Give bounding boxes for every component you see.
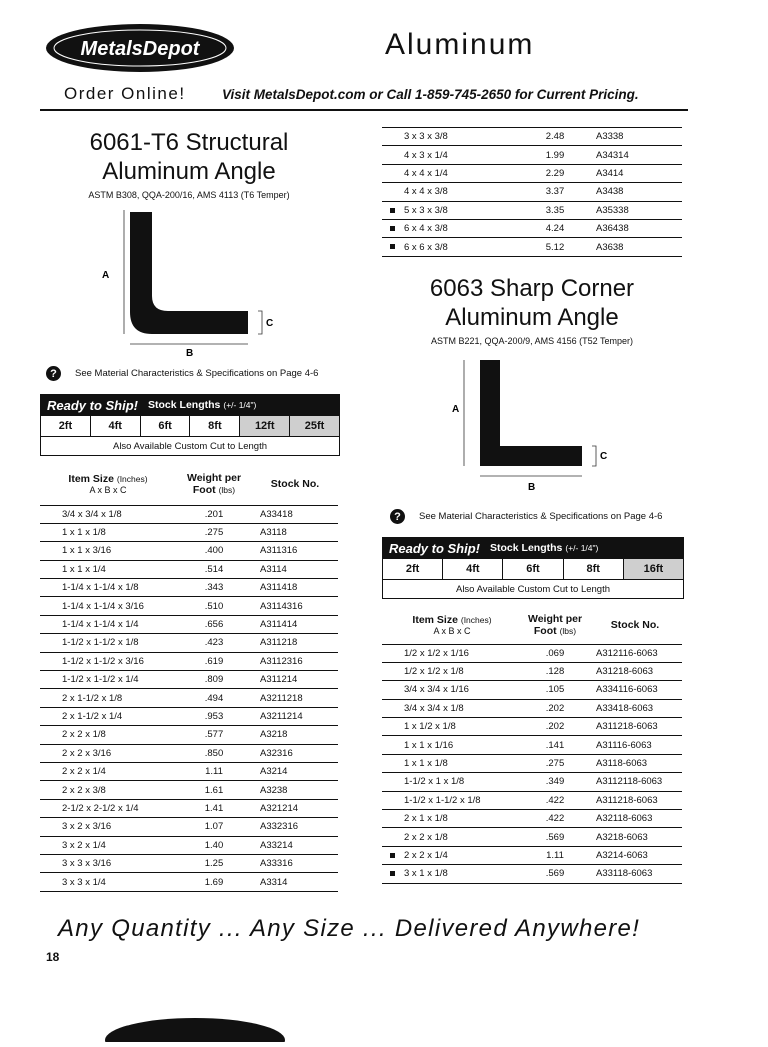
weight-cell: .850 <box>176 744 252 762</box>
item-size-cell: 1 x 1/2 x 1/8 <box>382 718 522 736</box>
weight-cell: 3.35 <box>522 201 588 219</box>
item-size-cell: 4 x 3 x 1/4 <box>382 146 522 164</box>
stock-number-cell: A33118-6063 <box>588 865 682 883</box>
logo-text: MetalsDepot <box>80 38 200 60</box>
stock-length-4ft: 4ft <box>90 416 140 436</box>
table-row <box>40 744 338 762</box>
table-row <box>382 128 682 146</box>
stock-number-cell: A3114 <box>252 560 338 578</box>
weight-cell: 1.61 <box>176 781 252 799</box>
stock-number-cell: A35338 <box>588 201 682 219</box>
right-stock-lengths <box>383 558 683 580</box>
left-custom-cut: Also Available Custom Cut to Length <box>112 440 268 452</box>
weight-cell: .275 <box>522 754 588 772</box>
stock-length-6ft: 6ft <box>502 559 562 579</box>
table-row <box>382 644 682 662</box>
weight-cell: 1.99 <box>522 146 588 164</box>
item-size-cell: 2 x 2 x 3/16 <box>40 744 176 762</box>
help-icon: ? <box>46 366 61 381</box>
table-row <box>40 854 338 872</box>
table-row <box>382 699 682 717</box>
right-header-weight: Weight per Foot (lbs) <box>522 606 588 644</box>
item-size-cell: 2 x 2 x 1/4 <box>40 762 176 780</box>
weight-cell: .201 <box>176 505 252 523</box>
sharp-corner-angle-diagram <box>452 356 622 496</box>
stock-number-cell: A3638 <box>588 238 682 256</box>
weight-cell: .569 <box>522 865 588 883</box>
stock-number-cell: A33418 <box>252 505 338 523</box>
table-row <box>382 773 682 791</box>
table-row <box>40 579 338 597</box>
item-size-cell: 3/4 x 3/4 x 1/16 <box>382 681 522 699</box>
weight-cell: .275 <box>176 523 252 541</box>
left-rts-title: Ready to Ship! <box>47 397 139 413</box>
item-size-cell: 1 x 1 x 1/8 <box>40 523 176 541</box>
table-row <box>40 781 338 799</box>
item-size-cell: 1-1/4 x 1-1/4 x 3/16 <box>40 597 176 615</box>
help-icon: ? <box>390 509 405 524</box>
table-row <box>40 762 338 780</box>
weight-cell: 1.41 <box>176 799 252 817</box>
stock-number-cell: A311218 <box>252 634 338 652</box>
stock-number-cell: A3112118-6063 <box>588 773 682 791</box>
item-size-cell: 1/2 x 1/2 x 1/8 <box>382 662 522 680</box>
right-title-line2: Aluminum Angle <box>445 304 619 331</box>
table-row <box>382 201 682 219</box>
weight-cell: 3.37 <box>522 183 588 201</box>
weight-cell: .423 <box>176 634 252 652</box>
right-rts-title: Ready to Ship! <box>389 540 481 556</box>
item-size-cell: 6 x 4 x 3/8 <box>382 219 522 237</box>
table-row <box>382 146 682 164</box>
square-bullet-icon <box>390 853 395 858</box>
weight-cell: .656 <box>176 615 252 633</box>
item-size-cell: 1 x 1 x 1/4 <box>40 560 176 578</box>
bottom-logo-fragment <box>100 1012 290 1042</box>
left-stock-lengths <box>41 415 339 437</box>
square-bullet-icon <box>390 244 395 249</box>
stock-number-cell: A3218-6063 <box>588 828 682 846</box>
weight-cell: .202 <box>522 699 588 717</box>
item-size-cell: 2 x 2 x 1/4 <box>382 846 522 864</box>
weight-cell: 1.07 <box>176 818 252 836</box>
table-row <box>382 219 682 237</box>
item-size-cell: 3/4 x 3/4 x 1/8 <box>382 699 522 717</box>
right-ready-to-ship <box>382 537 684 599</box>
square-bullet-icon <box>390 226 395 231</box>
weight-cell: .349 <box>522 773 588 791</box>
stock-length-25ft: 25ft <box>289 416 339 436</box>
stock-number-cell: A3238 <box>252 781 338 799</box>
square-bullet-icon <box>390 871 395 876</box>
stock-length-16ft: 16ft <box>623 559 683 579</box>
item-size-cell: 1 x 1 x 1/8 <box>382 754 522 772</box>
stock-number-cell: A3114316 <box>252 597 338 615</box>
right-rts-tolerance: (+/- 1/4") <box>565 543 599 553</box>
weight-cell: .494 <box>176 689 252 707</box>
item-size-cell: 5 x 3 x 3/8 <box>382 201 522 219</box>
diagram-label-c: C <box>600 451 608 462</box>
weight-cell: .577 <box>176 726 252 744</box>
table-row <box>40 836 338 854</box>
stock-number-cell: A3214-6063 <box>588 846 682 864</box>
weight-cell: .422 <box>522 791 588 809</box>
table-row <box>40 873 338 891</box>
weight-cell: .809 <box>176 671 252 689</box>
stock-length-8ft: 8ft <box>563 559 623 579</box>
table-row <box>40 689 338 707</box>
weight-cell: .514 <box>176 560 252 578</box>
table-row <box>40 799 338 817</box>
table-row <box>382 865 682 883</box>
stock-number-cell: A334116-6063 <box>588 681 682 699</box>
pricing-contact-text: Visit MetalsDepot.com or Call 1-859-745-2650 for Current Pricing. <box>222 87 639 102</box>
header-divider <box>40 109 688 111</box>
item-size-cell: 3 x 3 x 1/4 <box>40 873 176 891</box>
weight-cell: .105 <box>522 681 588 699</box>
stock-number-cell: A311316 <box>252 542 338 560</box>
weight-cell: .343 <box>176 579 252 597</box>
stock-number-cell: A332316 <box>252 818 338 836</box>
weight-cell: 2.29 <box>522 164 588 182</box>
weight-cell: 5.12 <box>522 238 588 256</box>
diagram-label-b: B <box>186 348 194 359</box>
item-size-cell: 3 x 3 x 3/8 <box>382 128 522 146</box>
stock-number-cell: A3214 <box>252 762 338 780</box>
weight-cell: 1.40 <box>176 836 252 854</box>
diagram-label-c: C <box>266 318 274 329</box>
weight-cell: .510 <box>176 597 252 615</box>
stock-length-2ft: 2ft <box>405 563 420 575</box>
item-size-cell: 6 x 6 x 3/8 <box>382 238 522 256</box>
weight-cell: 2.48 <box>522 128 588 146</box>
right-note-text: See Material Characteristics & Specifications on Page 4-6 <box>419 511 663 522</box>
item-size-cell: 4 x 4 x 3/8 <box>382 183 522 201</box>
table-row <box>40 523 338 541</box>
stock-number-cell: A33316 <box>252 854 338 872</box>
left-rts-header <box>41 395 339 415</box>
left-section-title <box>40 128 338 186</box>
table-row <box>40 560 338 578</box>
stock-number-cell: A33418-6063 <box>588 699 682 717</box>
item-size-cell: 2 x 2 x 3/8 <box>40 781 176 799</box>
item-size-cell: 2 x 1 x 1/8 <box>382 810 522 828</box>
right-stock-table <box>382 606 682 884</box>
right-header-size: Item Size (Inches) A x B x C <box>382 606 522 644</box>
weight-cell: .422 <box>522 810 588 828</box>
order-online-text: Order Online! <box>64 84 186 103</box>
stock-number-cell: A3118-6063 <box>588 754 682 772</box>
left-title-line2: Aluminum Angle <box>102 158 276 185</box>
item-size-cell: 3 x 2 x 1/4 <box>40 836 176 854</box>
right-continued-table <box>382 127 682 257</box>
weight-cell: .128 <box>522 662 588 680</box>
stock-number-cell: A3211214 <box>252 707 338 725</box>
stock-number-cell: A3218 <box>252 726 338 744</box>
left-rts-stock-label: Stock Lengths <box>148 399 221 411</box>
stock-number-cell: A31116-6063 <box>588 736 682 754</box>
table-row <box>40 652 338 670</box>
right-rts-header <box>383 538 683 558</box>
structural-angle-diagram <box>100 208 290 360</box>
diagram-label-a: A <box>452 404 460 415</box>
left-rts-tolerance: (+/- 1/4") <box>223 400 257 410</box>
weight-cell: .619 <box>176 652 252 670</box>
stock-length-12ft: 12ft <box>239 416 289 436</box>
table-row <box>382 164 682 182</box>
stock-number-cell: A3314 <box>252 873 338 891</box>
right-section-title <box>382 274 682 332</box>
item-size-cell: 3/4 x 3/4 x 1/8 <box>40 505 176 523</box>
item-size-cell: 1-1/4 x 1-1/4 x 1/8 <box>40 579 176 597</box>
stock-number-cell: A3438 <box>588 183 682 201</box>
item-size-cell: 1-1/2 x 1-1/2 x 1/8 <box>382 791 522 809</box>
stock-number-cell: A3414 <box>588 164 682 182</box>
left-spec: ASTM B308, QQA-200/16, AMS 4113 (T6 Temper) <box>88 190 290 200</box>
right-spec-note <box>390 509 662 524</box>
left-note-text: See Material Characteristics & Specifications on Page 4-6 <box>75 368 319 379</box>
weight-cell: 1.11 <box>522 846 588 864</box>
item-size-cell: 1-1/2 x 1-1/2 x 3/16 <box>40 652 176 670</box>
stock-number-cell: A311414 <box>252 615 338 633</box>
table-row <box>382 183 682 201</box>
left-spec-note <box>46 366 318 381</box>
table-row <box>382 238 682 256</box>
weight-cell: .400 <box>176 542 252 560</box>
weight-cell: .202 <box>522 718 588 736</box>
table-row <box>40 671 338 689</box>
stock-number-cell: A32118-6063 <box>588 810 682 828</box>
item-size-cell: 2 x 2 x 1/8 <box>382 828 522 846</box>
table-row <box>382 736 682 754</box>
item-size-cell: 1 x 1 x 3/16 <box>40 542 176 560</box>
item-size-cell: 1-1/2 x 1-1/2 x 1/4 <box>40 671 176 689</box>
left-header-size: Item Size (Inches) A x B x C <box>40 463 176 505</box>
item-size-cell: 3 x 2 x 3/16 <box>40 818 176 836</box>
item-size-cell: 1 x 1 x 1/16 <box>382 736 522 754</box>
right-custom-cut: Also Available Custom Cut to Length <box>455 583 611 595</box>
table-row <box>40 818 338 836</box>
table-row <box>382 791 682 809</box>
page-title: Aluminum <box>385 28 535 61</box>
metals-depot-logo <box>44 22 236 74</box>
stock-number-cell: A311218-6063 <box>588 718 682 736</box>
right-spec: ASTM B221, QQA-200/9, AMS 4156 (T52 Temper) <box>431 336 633 346</box>
table-row <box>382 828 682 846</box>
table-row <box>40 615 338 633</box>
item-size-cell: 1-1/4 x 1-1/4 x 1/4 <box>40 615 176 633</box>
stock-number-cell: A3338 <box>588 128 682 146</box>
stock-length-2ft: 2ft <box>58 420 73 432</box>
stock-number-cell: A3211218 <box>252 689 338 707</box>
left-title-line1: 6061-T6 Structural <box>89 129 289 156</box>
left-stock-table <box>40 463 338 892</box>
item-size-cell: 1-1/2 x 1-1/2 x 1/8 <box>40 634 176 652</box>
right-rts-stock-label: Stock Lengths <box>490 542 563 554</box>
stock-number-cell: A3118 <box>252 523 338 541</box>
item-size-cell: 2 x 2 x 1/8 <box>40 726 176 744</box>
table-row <box>40 505 338 523</box>
square-bullet-icon <box>390 208 395 213</box>
table-row <box>382 718 682 736</box>
table-row <box>382 846 682 864</box>
diagram-label-b: B <box>528 482 536 493</box>
item-size-cell: 2-1/2 x 2-1/2 x 1/4 <box>40 799 176 817</box>
stock-number-cell: A36438 <box>588 219 682 237</box>
table-row <box>40 634 338 652</box>
item-size-cell: 3 x 1 x 1/8 <box>382 865 522 883</box>
stock-number-cell: A311218-6063 <box>588 791 682 809</box>
stock-number-cell: A321214 <box>252 799 338 817</box>
table-row <box>40 542 338 560</box>
table-row <box>382 681 682 699</box>
left-header-weight: Weight per Foot (lbs) <box>176 463 252 505</box>
weight-cell: 1.69 <box>176 873 252 891</box>
table-row <box>40 597 338 615</box>
stock-length-8ft: 8ft <box>189 416 239 436</box>
page-number: 18 <box>46 950 60 964</box>
table-row <box>40 726 338 744</box>
stock-number-cell: A3112316 <box>252 652 338 670</box>
right-section-heading <box>382 274 682 346</box>
item-size-cell: 1/2 x 1/2 x 1/16 <box>382 644 522 662</box>
weight-cell: 1.25 <box>176 854 252 872</box>
item-size-cell: 2 x 1-1/2 x 1/4 <box>40 707 176 725</box>
weight-cell: .141 <box>522 736 588 754</box>
item-size-cell: 3 x 3 x 3/16 <box>40 854 176 872</box>
stock-number-cell: A32316 <box>252 744 338 762</box>
stock-number-cell: A31218-6063 <box>588 662 682 680</box>
table-row <box>382 810 682 828</box>
left-header-stock: Stock No. <box>252 463 338 505</box>
weight-cell: 4.24 <box>522 219 588 237</box>
left-section-heading <box>40 128 338 200</box>
item-size-cell: 4 x 4 x 1/4 <box>382 164 522 182</box>
stock-length-6ft: 6ft <box>140 416 190 436</box>
diagram-label-a: A <box>102 270 110 281</box>
stock-number-cell: A34314 <box>588 146 682 164</box>
weight-cell: .069 <box>522 644 588 662</box>
weight-cell: .953 <box>176 707 252 725</box>
left-ready-to-ship <box>40 394 340 456</box>
stock-number-cell: A311418 <box>252 579 338 597</box>
weight-cell: .569 <box>522 828 588 846</box>
stock-number-cell: A33214 <box>252 836 338 854</box>
stock-length-4ft: 4ft <box>442 559 502 579</box>
stock-number-cell: A311214 <box>252 671 338 689</box>
table-row <box>40 707 338 725</box>
right-title-line1: 6063 Sharp Corner <box>429 275 635 302</box>
table-row <box>382 662 682 680</box>
weight-cell: 1.11 <box>176 762 252 780</box>
stock-number-cell: A312116-6063 <box>588 644 682 662</box>
footer-slogan: Any Quantity ... Any Size ... Delivered Anywhere! <box>58 915 641 942</box>
item-size-cell: 1-1/2 x 1 x 1/8 <box>382 773 522 791</box>
right-header-stock: Stock No. <box>588 606 682 644</box>
item-size-cell: 2 x 1-1/2 x 1/8 <box>40 689 176 707</box>
table-row <box>382 754 682 772</box>
